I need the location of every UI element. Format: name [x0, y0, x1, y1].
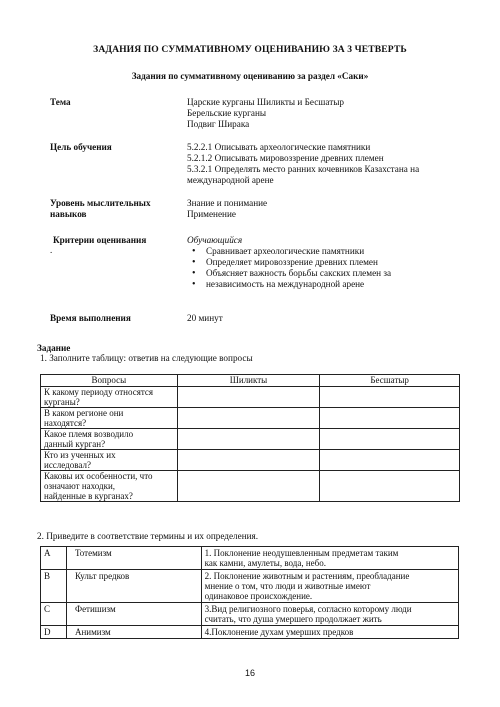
- matching-term: Анимизм: [66, 626, 201, 639]
- criteria-label: Критерии оценивания: [53, 235, 147, 245]
- criteria-intro: Обучающийся: [187, 235, 243, 245]
- task-1-instruction: 1. Заполните таблицу: ответив на следующие вопросы: [40, 353, 253, 363]
- task-2-instruction: 2. Приведите в соответствие термины и их определения.: [37, 531, 259, 541]
- question-cell: К какому периоду относятся курганы?: [41, 387, 178, 408]
- answer-cell-shilikty[interactable]: [177, 408, 320, 429]
- answer-cell-besshatyr[interactable]: [320, 408, 460, 429]
- matching-letter: A: [41, 547, 67, 570]
- skill-level-values: [187, 198, 457, 220]
- goal-line: 5.3.2.1 Определять место ранних кочевников Казахстана на: [187, 164, 420, 174]
- matching-row: [41, 603, 459, 626]
- answer-cell-besshatyr[interactable]: [320, 387, 460, 408]
- skill-level-line: Применение: [187, 209, 236, 219]
- table-row: [41, 387, 460, 408]
- criteria-item: • Сравнивает археологические памятники: [187, 246, 457, 257]
- matching-letter: C: [41, 603, 67, 626]
- answer-cell-shilikty[interactable]: [177, 429, 320, 450]
- matching-term: Культ предков: [66, 570, 201, 603]
- matching-definition: 1. Поклонение неодушевленным предметам таким как камни, амулеты, вода, небо.: [201, 547, 458, 570]
- skill-level-line: Знание и понимание: [187, 198, 268, 208]
- answer-cell-shilikty[interactable]: [177, 387, 320, 408]
- question-cell: Какое племя возводило данный курган?: [41, 429, 178, 450]
- goal-line: 5.2.1.2 Описывать мировоззрение древних племен: [187, 153, 384, 163]
- questions-table-header: [41, 375, 460, 387]
- matching-definition: 2. Поклонение животным и растениям, преобладание мнение о том, что люди и животные имеют одинаковое происхождение.: [201, 570, 458, 603]
- answer-cell-shilikty[interactable]: [177, 450, 320, 471]
- goal-values: [187, 142, 457, 186]
- time-value: 20 минут: [187, 313, 223, 323]
- answer-cell-besshatyr[interactable]: [320, 429, 460, 450]
- question-cell: В каком регионе они находятся?: [41, 408, 178, 429]
- matching-row: [41, 626, 459, 639]
- matching-row: [41, 570, 459, 603]
- goal-line: 5.2.2.1 Описывать археологические памятники: [187, 142, 371, 152]
- skill-level-label: [50, 198, 151, 220]
- matching-row: [41, 547, 459, 570]
- matching-term: Фетишизм: [66, 603, 201, 626]
- table-row: [41, 471, 460, 502]
- question-cell: Каковы их особенности, что означают находки, найденные в курганах?: [41, 471, 178, 502]
- criteria-item: • Объясняет важность борьбы сакских племен за: [187, 268, 457, 279]
- topic-values: [187, 97, 457, 130]
- answer-cell-shilikty[interactable]: [177, 471, 320, 502]
- criteria-item: • Определяет мировоззрение древних племен: [187, 257, 457, 268]
- topic-line: Берельские курганы: [187, 108, 267, 118]
- table-row: [41, 408, 460, 429]
- topic-line: Подвиг Ширака: [187, 119, 250, 129]
- questions-table: [40, 374, 460, 502]
- matching-definition: 4.Поклонение духам умерших предков: [201, 626, 458, 639]
- time-label: Время выполнения: [50, 313, 131, 323]
- task-title: Задание: [37, 343, 71, 353]
- matching-term: Тотемизм: [66, 547, 201, 570]
- header-cell-shilikty: Шиликты: [177, 375, 320, 387]
- answer-cell-besshatyr[interactable]: [320, 471, 460, 502]
- header-cell-besshatyr: Бесшатыр: [320, 375, 460, 387]
- goal-label: Цель обучения: [50, 142, 112, 152]
- topic-label: Тема: [50, 97, 71, 107]
- document-subtitle: Задания по суммативному оцениванию за раздел «Саки»: [131, 71, 369, 81]
- matching-definition: 3.Вид религиозного поверья, согласно которому люди считать, что душа умершего продолжает жить: [201, 603, 458, 626]
- answer-cell-besshatyr[interactable]: [320, 450, 460, 471]
- criteria-dot: .: [50, 245, 53, 255]
- skill-level-label-line: Уровень мыслительных: [50, 198, 151, 208]
- page-number: 16: [244, 668, 255, 678]
- document-title: ЗАДАНИЯ ПО СУММАТИВНОМУ ОЦЕНИВАНИЮ ЗА 3 ЧЕТВЕРТЬ: [93, 44, 407, 55]
- topic-line: Царские курганы Шиликты и Бесшатыр: [187, 97, 344, 107]
- header-cell-questions: Вопросы: [41, 375, 178, 387]
- skill-level-label-line: навыков: [50, 209, 87, 219]
- matching-letter: D: [41, 626, 67, 639]
- criteria-list: [187, 246, 457, 290]
- matching-letter: B: [41, 570, 67, 603]
- matching-table: [40, 546, 459, 639]
- criteria-values: [187, 235, 457, 290]
- table-row: [41, 429, 460, 450]
- question-cell: Кто из ученных их исследовал?: [41, 450, 178, 471]
- table-row: [41, 450, 460, 471]
- criteria-item-continuation: • независимость на международной арене: [187, 279, 457, 290]
- goal-line: международной арене: [187, 175, 274, 185]
